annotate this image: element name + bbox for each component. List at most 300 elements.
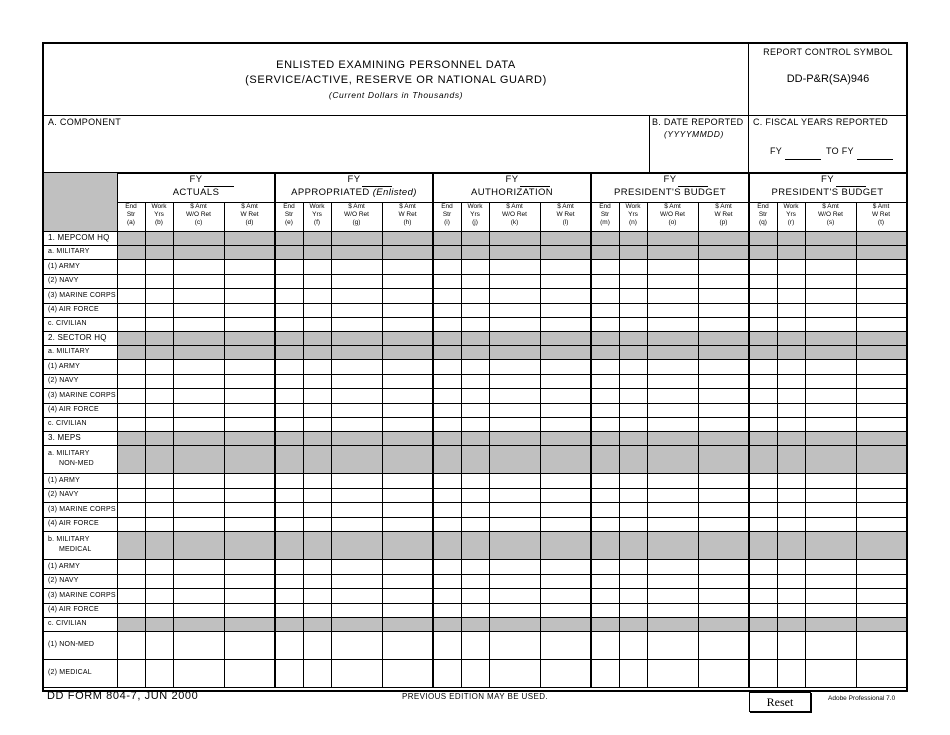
data-cell[interactable]	[332, 503, 381, 516]
data-cell[interactable]	[146, 318, 172, 330]
data-cell[interactable]	[146, 360, 172, 373]
data-cell[interactable]	[778, 375, 804, 387]
data-cell[interactable]	[806, 575, 855, 587]
data-cell[interactable]	[332, 418, 381, 430]
data-cell[interactable]	[490, 560, 539, 573]
data-cell[interactable]	[620, 404, 646, 416]
data-cell[interactable]	[174, 389, 223, 402]
data-cell[interactable]	[620, 260, 646, 273]
data-cell[interactable]	[592, 503, 618, 516]
data-cell[interactable]	[146, 474, 172, 487]
data-cell[interactable]	[778, 575, 804, 587]
data-cell[interactable]	[383, 418, 432, 430]
data-cell[interactable]	[778, 518, 804, 530]
data-cell[interactable]	[118, 560, 144, 573]
data-cell[interactable]	[699, 289, 748, 302]
data-cell[interactable]	[620, 589, 646, 602]
data-cell[interactable]	[225, 489, 274, 501]
data-cell[interactable]	[383, 404, 432, 416]
data-cell[interactable]	[225, 304, 274, 316]
data-cell[interactable]	[648, 604, 697, 616]
data-cell[interactable]	[304, 304, 330, 316]
data-cell[interactable]	[490, 404, 539, 416]
data-cell[interactable]	[648, 360, 697, 373]
data-cell[interactable]	[332, 404, 381, 416]
data-cell[interactable]	[276, 389, 302, 402]
data-cell[interactable]	[857, 318, 905, 330]
data-cell[interactable]	[332, 589, 381, 602]
data-cell[interactable]	[750, 604, 776, 616]
data-cell[interactable]	[146, 489, 172, 501]
data-cell[interactable]	[592, 275, 618, 287]
data-cell[interactable]	[857, 604, 905, 616]
data-cell[interactable]	[174, 304, 223, 316]
data-cell[interactable]	[225, 632, 274, 658]
data-cell[interactable]	[434, 275, 460, 287]
data-cell[interactable]	[332, 289, 381, 302]
data-cell[interactable]	[620, 304, 646, 316]
data-cell[interactable]	[778, 632, 804, 658]
data-cell[interactable]	[304, 275, 330, 287]
data-cell[interactable]	[304, 260, 330, 273]
data-cell[interactable]	[383, 560, 432, 573]
data-cell[interactable]	[541, 660, 590, 686]
data-cell[interactable]	[118, 503, 144, 516]
data-cell[interactable]	[806, 289, 855, 302]
data-cell[interactable]	[383, 604, 432, 616]
data-cell[interactable]	[857, 404, 905, 416]
data-cell[interactable]	[592, 289, 618, 302]
data-cell[interactable]	[276, 418, 302, 430]
data-cell[interactable]	[304, 318, 330, 330]
data-cell[interactable]	[383, 275, 432, 287]
data-cell[interactable]	[490, 489, 539, 501]
data-cell[interactable]	[857, 375, 905, 387]
data-cell[interactable]	[383, 489, 432, 501]
data-cell[interactable]	[778, 503, 804, 516]
data-cell[interactable]	[146, 275, 172, 287]
data-cell[interactable]	[332, 575, 381, 587]
data-cell[interactable]	[146, 404, 172, 416]
data-cell[interactable]	[146, 304, 172, 316]
data-cell[interactable]	[225, 660, 274, 686]
data-cell[interactable]	[332, 560, 381, 573]
data-cell[interactable]	[699, 518, 748, 530]
data-cell[interactable]	[541, 560, 590, 573]
data-cell[interactable]	[592, 404, 618, 416]
data-cell[interactable]	[118, 474, 144, 487]
data-cell[interactable]	[174, 660, 223, 686]
data-cell[interactable]	[276, 260, 302, 273]
data-cell[interactable]	[857, 575, 905, 587]
data-cell[interactable]	[304, 604, 330, 616]
data-cell[interactable]	[383, 389, 432, 402]
data-cell[interactable]	[490, 589, 539, 602]
data-cell[interactable]	[434, 589, 460, 602]
data-cell[interactable]	[750, 318, 776, 330]
data-cell[interactable]	[174, 604, 223, 616]
data-cell[interactable]	[276, 289, 302, 302]
data-cell[interactable]	[434, 632, 460, 658]
data-cell[interactable]	[541, 275, 590, 287]
data-cell[interactable]	[174, 375, 223, 387]
data-cell[interactable]	[778, 389, 804, 402]
data-cell[interactable]	[434, 575, 460, 587]
data-cell[interactable]	[434, 404, 460, 416]
data-cell[interactable]	[648, 518, 697, 530]
data-cell[interactable]	[118, 389, 144, 402]
data-cell[interactable]	[648, 660, 697, 686]
data-cell[interactable]	[146, 418, 172, 430]
data-cell[interactable]	[225, 318, 274, 330]
data-cell[interactable]	[146, 560, 172, 573]
data-cell[interactable]	[620, 375, 646, 387]
data-cell[interactable]	[146, 289, 172, 302]
data-cell[interactable]	[434, 660, 460, 686]
data-cell[interactable]	[434, 389, 460, 402]
data-cell[interactable]	[462, 260, 488, 273]
data-cell[interactable]	[699, 404, 748, 416]
data-cell[interactable]	[750, 260, 776, 273]
data-cell[interactable]	[750, 518, 776, 530]
data-cell[interactable]	[541, 260, 590, 273]
data-cell[interactable]	[648, 304, 697, 316]
data-cell[interactable]	[699, 503, 748, 516]
data-cell[interactable]	[592, 575, 618, 587]
data-cell[interactable]	[118, 632, 144, 658]
data-cell[interactable]	[304, 503, 330, 516]
data-cell[interactable]	[592, 304, 618, 316]
data-cell[interactable]	[304, 289, 330, 302]
data-cell[interactable]	[225, 560, 274, 573]
data-cell[interactable]	[620, 418, 646, 430]
data-cell[interactable]	[699, 489, 748, 501]
data-cell[interactable]	[276, 660, 302, 686]
data-cell[interactable]	[541, 503, 590, 516]
data-cell[interactable]	[276, 318, 302, 330]
data-cell[interactable]	[174, 489, 223, 501]
data-cell[interactable]	[276, 375, 302, 387]
data-cell[interactable]	[648, 375, 697, 387]
data-cell[interactable]	[174, 260, 223, 273]
data-cell[interactable]	[778, 418, 804, 430]
data-cell[interactable]	[225, 503, 274, 516]
data-cell[interactable]	[225, 289, 274, 302]
data-cell[interactable]	[462, 275, 488, 287]
data-cell[interactable]	[225, 360, 274, 373]
data-cell[interactable]	[225, 260, 274, 273]
data-cell[interactable]	[648, 260, 697, 273]
data-cell[interactable]	[592, 560, 618, 573]
data-cell[interactable]	[806, 260, 855, 273]
data-cell[interactable]	[490, 360, 539, 373]
data-cell[interactable]	[778, 260, 804, 273]
data-cell[interactable]	[699, 660, 748, 686]
data-cell[interactable]	[118, 589, 144, 602]
data-cell[interactable]	[592, 589, 618, 602]
data-cell[interactable]	[806, 275, 855, 287]
data-cell[interactable]	[118, 275, 144, 287]
data-cell[interactable]	[750, 660, 776, 686]
data-cell[interactable]	[806, 660, 855, 686]
data-cell[interactable]	[434, 260, 460, 273]
data-cell[interactable]	[118, 375, 144, 387]
data-cell[interactable]	[857, 275, 905, 287]
data-cell[interactable]	[750, 575, 776, 587]
data-cell[interactable]	[806, 503, 855, 516]
reset-button[interactable]: Reset	[749, 692, 811, 712]
data-cell[interactable]	[806, 474, 855, 487]
data-cell[interactable]	[146, 632, 172, 658]
data-cell[interactable]	[304, 360, 330, 373]
data-cell[interactable]	[620, 360, 646, 373]
data-cell[interactable]	[332, 260, 381, 273]
data-cell[interactable]	[490, 289, 539, 302]
data-cell[interactable]	[857, 632, 905, 658]
data-cell[interactable]	[383, 518, 432, 530]
data-cell[interactable]	[699, 375, 748, 387]
data-cell[interactable]	[304, 660, 330, 686]
data-cell[interactable]	[174, 589, 223, 602]
data-cell[interactable]	[174, 289, 223, 302]
data-cell[interactable]	[699, 418, 748, 430]
data-cell[interactable]	[592, 489, 618, 501]
data-cell[interactable]	[750, 474, 776, 487]
data-cell[interactable]	[541, 289, 590, 302]
data-cell[interactable]	[332, 518, 381, 530]
data-cell[interactable]	[648, 318, 697, 330]
data-cell[interactable]	[541, 632, 590, 658]
data-cell[interactable]	[778, 474, 804, 487]
data-cell[interactable]	[490, 518, 539, 530]
data-cell[interactable]	[462, 304, 488, 316]
data-cell[interactable]	[462, 318, 488, 330]
data-cell[interactable]	[383, 304, 432, 316]
data-cell[interactable]	[276, 518, 302, 530]
data-cell[interactable]	[225, 418, 274, 430]
data-cell[interactable]	[750, 289, 776, 302]
data-cell[interactable]	[146, 375, 172, 387]
data-cell[interactable]	[541, 489, 590, 501]
data-cell[interactable]	[462, 632, 488, 658]
data-cell[interactable]	[304, 518, 330, 530]
data-cell[interactable]	[750, 375, 776, 387]
data-cell[interactable]	[276, 404, 302, 416]
data-cell[interactable]	[750, 389, 776, 402]
data-cell[interactable]	[304, 418, 330, 430]
data-cell[interactable]	[118, 489, 144, 501]
data-cell[interactable]	[225, 589, 274, 602]
data-cell[interactable]	[276, 560, 302, 573]
data-cell[interactable]	[541, 304, 590, 316]
data-cell[interactable]	[541, 589, 590, 602]
data-cell[interactable]	[118, 318, 144, 330]
data-cell[interactable]	[304, 489, 330, 501]
data-cell[interactable]	[332, 304, 381, 316]
data-cell[interactable]	[462, 404, 488, 416]
data-cell[interactable]	[648, 589, 697, 602]
data-cell[interactable]	[462, 503, 488, 516]
data-cell[interactable]	[490, 275, 539, 287]
data-cell[interactable]	[541, 360, 590, 373]
data-cell[interactable]	[383, 260, 432, 273]
data-cell[interactable]	[434, 604, 460, 616]
data-cell[interactable]	[174, 518, 223, 530]
data-cell[interactable]	[118, 260, 144, 273]
data-cell[interactable]	[146, 660, 172, 686]
data-cell[interactable]	[304, 375, 330, 387]
data-cell[interactable]	[434, 360, 460, 373]
data-cell[interactable]	[462, 389, 488, 402]
data-cell[interactable]	[648, 560, 697, 573]
data-cell[interactable]	[174, 503, 223, 516]
data-cell[interactable]	[118, 289, 144, 302]
data-cell[interactable]	[806, 589, 855, 602]
data-cell[interactable]	[225, 404, 274, 416]
data-cell[interactable]	[174, 360, 223, 373]
data-cell[interactable]	[620, 489, 646, 501]
data-cell[interactable]	[778, 360, 804, 373]
data-cell[interactable]	[174, 318, 223, 330]
data-cell[interactable]	[699, 560, 748, 573]
data-cell[interactable]	[699, 474, 748, 487]
data-cell[interactable]	[592, 604, 618, 616]
data-cell[interactable]	[146, 389, 172, 402]
data-cell[interactable]	[592, 389, 618, 402]
data-cell[interactable]	[778, 589, 804, 602]
data-cell[interactable]	[225, 375, 274, 387]
data-cell[interactable]	[118, 518, 144, 530]
data-cell[interactable]	[620, 632, 646, 658]
data-cell[interactable]	[620, 518, 646, 530]
data-cell[interactable]	[490, 304, 539, 316]
data-cell[interactable]	[490, 418, 539, 430]
data-cell[interactable]	[383, 503, 432, 516]
data-cell[interactable]	[304, 389, 330, 402]
data-cell[interactable]	[383, 575, 432, 587]
data-cell[interactable]	[750, 589, 776, 602]
data-cell[interactable]	[490, 318, 539, 330]
data-cell[interactable]	[225, 518, 274, 530]
data-cell[interactable]	[620, 474, 646, 487]
data-cell[interactable]	[699, 260, 748, 273]
data-cell[interactable]	[592, 632, 618, 658]
data-cell[interactable]	[383, 318, 432, 330]
data-cell[interactable]	[778, 560, 804, 573]
data-cell[interactable]	[806, 632, 855, 658]
data-cell[interactable]	[434, 474, 460, 487]
data-cell[interactable]	[332, 604, 381, 616]
data-cell[interactable]	[592, 360, 618, 373]
data-cell[interactable]	[146, 260, 172, 273]
data-cell[interactable]	[857, 474, 905, 487]
data-cell[interactable]	[541, 418, 590, 430]
data-cell[interactable]	[490, 660, 539, 686]
data-cell[interactable]	[383, 289, 432, 302]
data-cell[interactable]	[541, 375, 590, 387]
data-cell[interactable]	[592, 518, 618, 530]
data-cell[interactable]	[857, 260, 905, 273]
data-cell[interactable]	[648, 632, 697, 658]
data-cell[interactable]	[620, 604, 646, 616]
data-cell[interactable]	[490, 260, 539, 273]
data-cell[interactable]	[174, 404, 223, 416]
data-cell[interactable]	[462, 489, 488, 501]
data-cell[interactable]	[332, 375, 381, 387]
data-cell[interactable]	[146, 604, 172, 616]
data-cell[interactable]	[118, 304, 144, 316]
data-cell[interactable]	[383, 474, 432, 487]
data-cell[interactable]	[434, 418, 460, 430]
data-cell[interactable]	[592, 660, 618, 686]
data-cell[interactable]	[806, 560, 855, 573]
data-cell[interactable]	[118, 575, 144, 587]
data-cell[interactable]	[857, 418, 905, 430]
data-cell[interactable]	[699, 575, 748, 587]
data-cell[interactable]	[276, 604, 302, 616]
data-cell[interactable]	[118, 660, 144, 686]
data-cell[interactable]	[620, 503, 646, 516]
data-cell[interactable]	[434, 489, 460, 501]
data-cell[interactable]	[750, 632, 776, 658]
data-cell[interactable]	[174, 474, 223, 487]
data-cell[interactable]	[592, 375, 618, 387]
data-cell[interactable]	[857, 589, 905, 602]
data-cell[interactable]	[806, 304, 855, 316]
data-cell[interactable]	[304, 632, 330, 658]
data-cell[interactable]	[592, 418, 618, 430]
data-cell[interactable]	[383, 375, 432, 387]
data-cell[interactable]	[490, 575, 539, 587]
data-cell[interactable]	[462, 360, 488, 373]
data-cell[interactable]	[434, 518, 460, 530]
data-cell[interactable]	[462, 660, 488, 686]
data-cell[interactable]	[857, 389, 905, 402]
data-cell[interactable]	[750, 418, 776, 430]
data-cell[interactable]	[118, 604, 144, 616]
data-cell[interactable]	[648, 503, 697, 516]
data-cell[interactable]	[541, 604, 590, 616]
data-cell[interactable]	[434, 503, 460, 516]
data-cell[interactable]	[857, 489, 905, 501]
data-cell[interactable]	[648, 275, 697, 287]
data-cell[interactable]	[648, 474, 697, 487]
data-cell[interactable]	[276, 589, 302, 602]
data-cell[interactable]	[778, 604, 804, 616]
data-cell[interactable]	[490, 375, 539, 387]
data-cell[interactable]	[174, 275, 223, 287]
data-cell[interactable]	[648, 404, 697, 416]
data-cell[interactable]	[699, 632, 748, 658]
data-cell[interactable]	[806, 389, 855, 402]
data-cell[interactable]	[118, 404, 144, 416]
data-cell[interactable]	[620, 318, 646, 330]
data-cell[interactable]	[620, 660, 646, 686]
data-cell[interactable]	[462, 418, 488, 430]
data-cell[interactable]	[434, 289, 460, 302]
data-cell[interactable]	[462, 560, 488, 573]
data-cell[interactable]	[592, 260, 618, 273]
data-cell[interactable]	[332, 489, 381, 501]
data-cell[interactable]	[462, 518, 488, 530]
data-cell[interactable]	[620, 289, 646, 302]
data-cell[interactable]	[276, 474, 302, 487]
data-cell[interactable]	[778, 304, 804, 316]
data-cell[interactable]	[857, 560, 905, 573]
data-cell[interactable]	[225, 275, 274, 287]
data-cell[interactable]	[620, 389, 646, 402]
data-cell[interactable]	[434, 375, 460, 387]
